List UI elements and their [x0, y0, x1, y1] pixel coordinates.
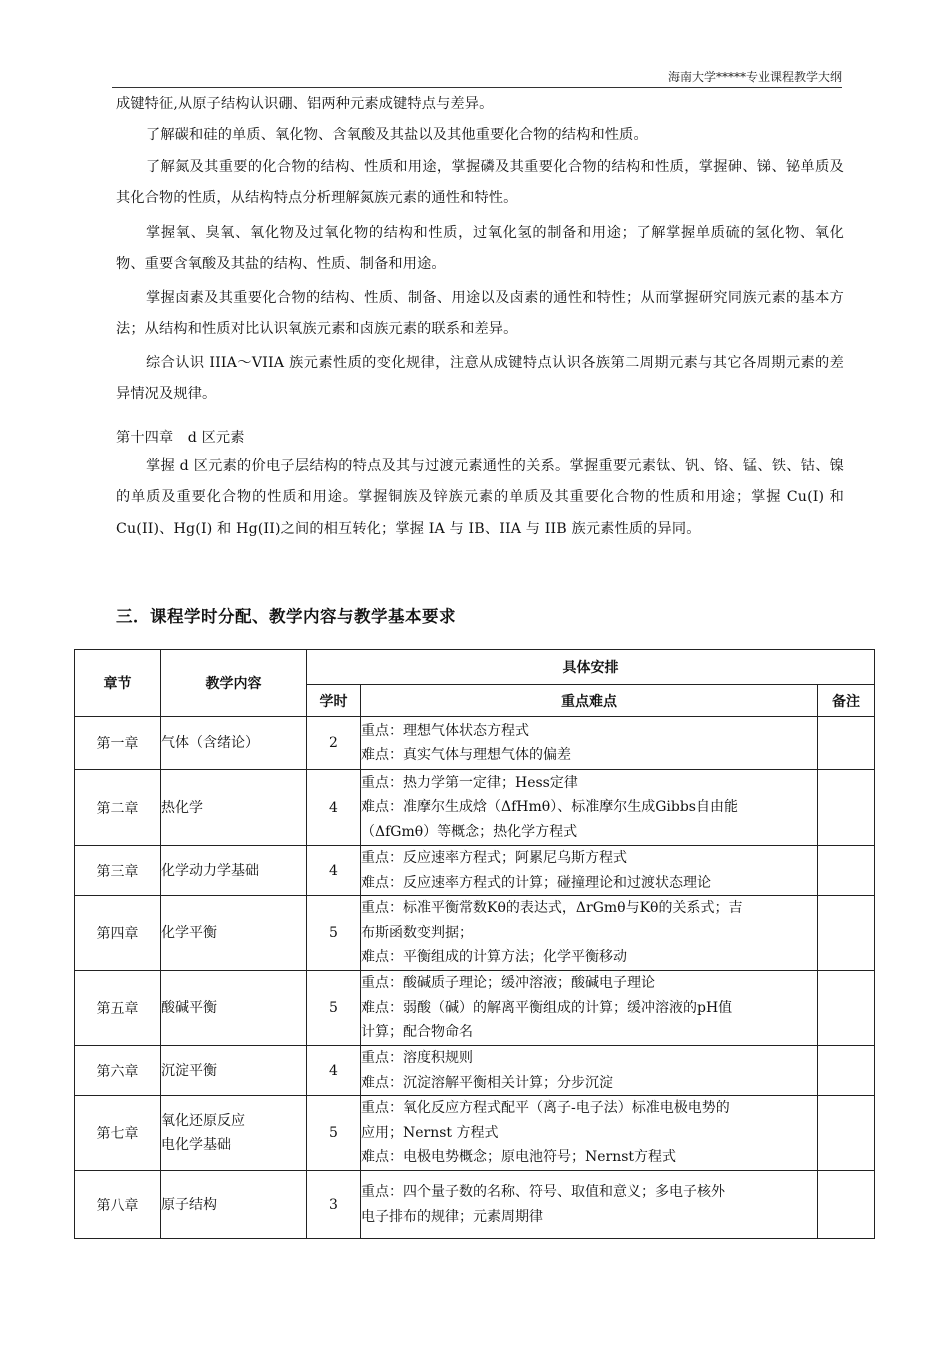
key-point-line: 难点：反应速率方程式的计算；碰撞理论和过渡状态理论: [361, 874, 711, 891]
cell-chapter: 第三章: [75, 846, 161, 896]
key-point-line: 重点：四个量子数的名称、符号、取值和意义；多电子核外: [361, 1184, 725, 1200]
cell-chapter: 第二章: [75, 770, 161, 846]
cell-notes: [818, 1171, 875, 1239]
header-arrangement: 具体安排: [307, 650, 875, 685]
paragraph: 了解碳和硅的单质、氧化物、含氧酸及其盐以及其他重要化合物的结构和性质。: [146, 127, 648, 143]
cell-key-points: [361, 717, 818, 770]
cell-content: [161, 1171, 307, 1239]
cell-hours: 2: [307, 717, 361, 770]
paragraph: 了解氮及其重要的化合物的结构、性质和用途，掌握磷及其重要化合物的结构和性质，掌握砷、锑、铋单质及其化合物的性质，从结构特点分析理解氮族元素的通性和特性。: [116, 159, 844, 207]
cell-hours: 5: [307, 971, 361, 1046]
cell-key-points: [361, 1171, 818, 1239]
content-line: 原子结构: [161, 1196, 217, 1213]
cell-hours: 3: [307, 1171, 361, 1239]
cell-chapter: 第六章: [75, 1046, 161, 1096]
table-row: [75, 1096, 875, 1171]
content-line: 化学动力学基础: [161, 862, 259, 879]
cell-hours: 5: [307, 896, 361, 971]
cell-content: [161, 1096, 307, 1171]
cell-key-points: [361, 1046, 818, 1096]
cell-content: [161, 717, 307, 770]
header-chapter: 章节: [75, 650, 161, 717]
key-point-line: 计算；配合物命名: [361, 1024, 473, 1041]
cell-key-points: [361, 846, 818, 896]
key-point-line: 难点：准摩尔生成焓（ΔfHmθ）、标准摩尔生成Gibbs自由能: [361, 799, 738, 816]
content-line: 酸碱平衡: [161, 1000, 217, 1016]
table-row: [75, 1046, 875, 1096]
cell-content: [161, 1046, 307, 1096]
cell-notes: [818, 770, 875, 846]
header-rule: [112, 87, 842, 88]
cell-content: [161, 846, 307, 896]
cell-notes: [818, 717, 875, 770]
key-point-line: （ΔfGmθ）等概念；热化学方程式: [361, 823, 578, 840]
paragraph: 掌握氧、臭氧、氧化物及过氧化物的结构和性质，过氧化氢的制备和用途；了解掌握单质硫的氢化物、氧化物、重要含氧酸及其盐的结构、性质、制备和用途。: [116, 225, 844, 273]
cell-notes: [818, 846, 875, 896]
schedule-table: [74, 649, 875, 1239]
key-point-line: 重点：酸碱质子理论；缓冲溶液；酸碱电子理论: [361, 975, 655, 992]
key-point-line: 难点：电极电势概念；原电池符号；Nernst方程式: [361, 1149, 677, 1166]
paragraph: 掌握卤素及其重要化合物的结构、性质、制备、用途以及卤素的通性和特性；从而掌握研究同族元素的基本方法；从结构和性质对比认识氧族元素和卤族元素的联系和差异。: [116, 290, 844, 338]
content-line: 氧化还原反应: [161, 1113, 245, 1129]
cell-chapter: 第四章: [75, 896, 161, 971]
cell-content: [161, 896, 307, 971]
header-hours: 学时: [307, 685, 361, 717]
cell-hours: 4: [307, 1046, 361, 1096]
page-header: 海南大学*****专业课程教学大纲: [667, 70, 842, 84]
key-point-line: 电子排布的规律；元素周期律: [361, 1208, 543, 1225]
cell-notes: [818, 1096, 875, 1171]
cell-hours: 5: [307, 1096, 361, 1171]
key-point-line: 难点：弱酸（碱）的解离平衡组成的计算；缓冲溶液的pH值: [361, 999, 733, 1016]
table-row: [75, 770, 875, 846]
cell-content: [161, 770, 307, 846]
table-row: [75, 971, 875, 1046]
header-key-points: 重点难点: [361, 685, 818, 717]
cell-chapter: 第八章: [75, 1171, 161, 1239]
chapter-heading: 第十四章 d 区元素: [116, 430, 245, 446]
key-point-line: 布斯函数变判据；: [361, 924, 473, 941]
paragraph: 掌握 d 区元素的价电子层结构的特点及其与过渡元素通性的关系。掌握重要元素钛、钒、铬、锰、铁、钴、镍的单质及重要化合物的性质和用途。掌握铜族及锌族元素的单质及其重要化合物的性质和用途；掌握 Cu(I) 和 Cu(II)、Hg(I) 和 Hg(II)之间的相互转化；掌握 IA 与 IB、IIA 与 IIB 族元素性质的异同。: [116, 458, 844, 537]
content-line: 电化学基础: [161, 1137, 231, 1153]
key-point-line: 难点：真实气体与理想气体的偏差: [361, 747, 571, 763]
header-content: 教学内容: [161, 650, 307, 717]
cell-key-points: [361, 1096, 818, 1171]
cell-notes: [818, 896, 875, 971]
header-notes: 备注: [818, 685, 875, 717]
key-point-line: 难点：平衡组成的计算方法；化学平衡移动: [361, 949, 627, 966]
paragraph: 综合认识 IIIA～VIIA 族元素性质的变化规律，注意从成键特点认识各族第二周期元素与其它各周期元素的差异情况及规律。: [116, 355, 844, 403]
section-title: 三．课程学时分配、教学内容与教学基本要求: [116, 607, 456, 626]
cell-notes: [818, 1046, 875, 1096]
cell-chapter: 第一章: [75, 717, 161, 770]
key-point-line: 重点：热力学第一定律；Hess定律: [361, 774, 578, 791]
table-row: [75, 896, 875, 971]
key-point-line: 重点：标准平衡常数Kθ的表达式，ΔrGmθ与Kθ的关系式；吉: [361, 900, 743, 917]
cell-key-points: [361, 770, 818, 846]
cell-chapter: 第五章: [75, 971, 161, 1046]
cell-hours: 4: [307, 846, 361, 896]
table-row: [75, 717, 875, 770]
key-point-line: 重点：反应速率方程式；阿累尼乌斯方程式: [361, 850, 627, 866]
cell-notes: [818, 971, 875, 1046]
content-line: 化学平衡: [161, 925, 217, 941]
key-point-line: 应用；Nernst 方程式: [361, 1124, 499, 1141]
cell-chapter: 第七章: [75, 1096, 161, 1171]
key-point-line: 重点：氧化反应方程式配平（离子-电子法）标准电极电势的: [361, 1100, 730, 1117]
table-row: [75, 846, 875, 896]
content-line: 沉淀平衡: [161, 1062, 217, 1079]
table-row: [75, 1171, 875, 1239]
paragraph: 成键特征,从原子结构认识硼、铝两种元素成键特点与差异。: [116, 96, 494, 112]
cell-key-points: [361, 896, 818, 971]
key-point-line: 重点：溶度积规则: [361, 1050, 473, 1066]
cell-content: [161, 971, 307, 1046]
key-point-line: 难点：沉淀溶解平衡相关计算；分步沉淀: [361, 1074, 613, 1091]
content-line: 热化学: [161, 799, 203, 816]
key-point-line: 重点：理想气体状态方程式: [361, 722, 529, 739]
cell-hours: 4: [307, 770, 361, 846]
cell-key-points: [361, 971, 818, 1046]
content-line: 气体（含绪论）: [161, 735, 259, 751]
